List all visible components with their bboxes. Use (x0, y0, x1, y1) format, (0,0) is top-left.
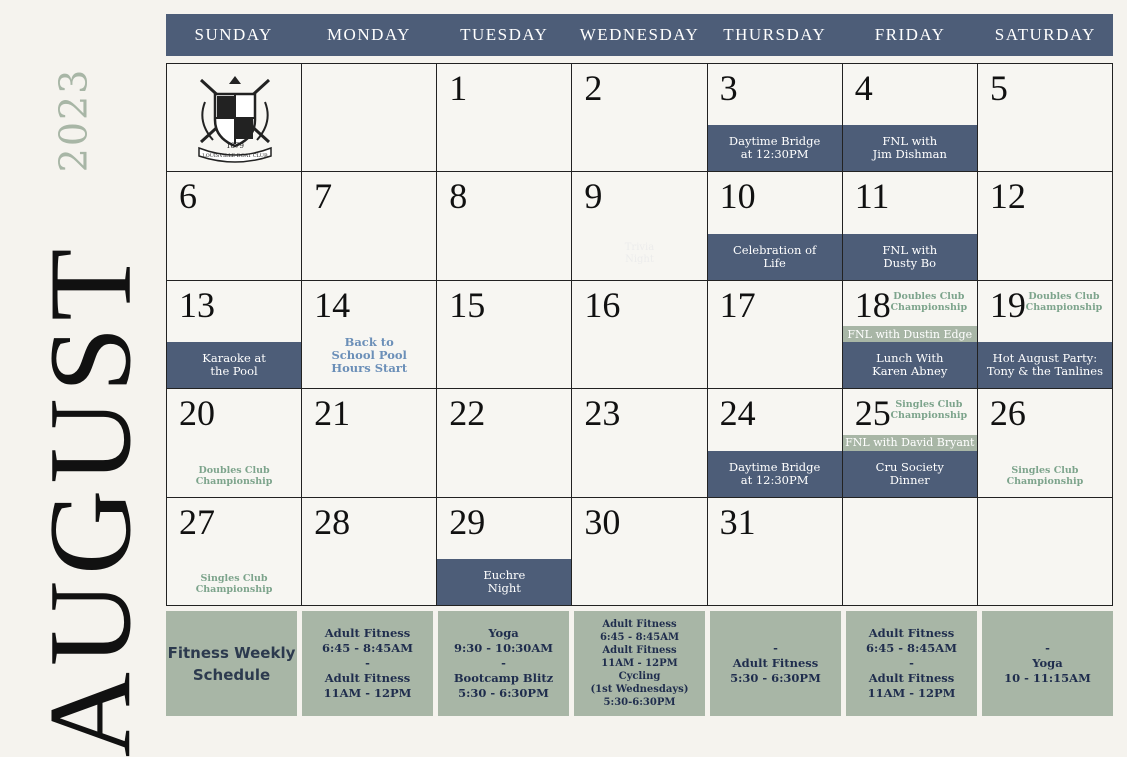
weekday-saturday: SATURDAY (994, 25, 1096, 44)
event-block: FNL with Jim Dishman (843, 125, 977, 171)
day-number: 6 (179, 176, 197, 217)
championship-tag: Doubles Club Championship (1025, 290, 1103, 313)
day-number: 30 (584, 501, 621, 542)
calendar-day-cell (302, 498, 437, 606)
calendar-day-cell (437, 64, 572, 172)
day-number: 1 (449, 68, 468, 108)
calendar-day-cell (978, 389, 1113, 497)
calendar-day-cell (302, 172, 437, 280)
day-number: 26 (989, 393, 1026, 434)
calendar-day-cell (437, 281, 572, 389)
calendar-day-cell (167, 281, 302, 389)
calendar-day-cell (978, 64, 1113, 172)
championship-tag: Singles Club Championship (890, 399, 968, 422)
faded-event: Trivia Night (624, 242, 655, 266)
day-number: 16 (584, 284, 621, 325)
day-number: 21 (314, 393, 351, 434)
day-number: 19 (989, 284, 1026, 325)
day-number: 3 (719, 68, 738, 108)
weekday-friday: FRIDAY (874, 25, 946, 44)
day-number: 22 (449, 393, 486, 434)
event-block: Daytime Bridge at 12:30PM (708, 125, 842, 171)
calendar-day-cell (167, 498, 302, 606)
logo-name: LOUISVILLE BOAT CLUB (202, 153, 268, 159)
fitness-day: Adult Fitness 6:45 - 8:45AM - Adult Fitness 11AM - 12PM (302, 611, 433, 716)
event-block: Daytime Bridge at 12:30PM (708, 451, 842, 497)
event-block: Karaoke at the Pool (167, 342, 301, 388)
day-number: 9 (584, 176, 603, 217)
championship-tag: Singles Club Championship (1006, 464, 1084, 487)
day-number: 2 (584, 68, 603, 108)
weekday-wednesday: WEDNESDAY (579, 25, 700, 44)
calendar-day-cell (572, 64, 707, 172)
weekday-header (166, 14, 1113, 56)
event-block: Celebration of Life (708, 234, 842, 280)
day-number: 29 (449, 501, 486, 542)
calendar-day-cell (437, 172, 572, 280)
weekday-tuesday: TUESDAY (460, 25, 549, 44)
event-block: FNL with Dusty Bo (843, 234, 977, 280)
calendar-day-cell (572, 498, 707, 606)
fitness-day: Adult Fitness 6:45 - 8:45AM Adult Fitness 11AM - 12PM Cycling (1st Wednesdays) 5:30-6:30PM (574, 611, 705, 716)
calendar-day-cell (167, 389, 302, 497)
championship-tag: Singles Club Championship (195, 573, 273, 595)
day-number: 5 (989, 68, 1008, 108)
day-number: 28 (314, 501, 351, 542)
calendar-day-cell (843, 281, 978, 389)
fitness-title: Fitness Weekly Schedule (166, 611, 297, 716)
calendar-day-cell (437, 389, 572, 497)
weekday-thursday: THURSDAY (723, 25, 827, 44)
logo-year: 1879 (226, 142, 244, 150)
day-number: 14 (314, 284, 351, 325)
calendar-day-cell (843, 64, 978, 172)
day-number: 27 (179, 501, 215, 542)
fnl-band: FNL with David Bryant (843, 435, 977, 451)
day-number: 10 (719, 176, 756, 217)
day-number: 13 (179, 284, 215, 325)
championship-tag: Doubles Club Championship (195, 464, 273, 487)
calendar-day-cell (572, 172, 707, 280)
fitness-day: - Yoga 10 - 11:15AM (982, 611, 1113, 716)
fitness-schedule (166, 611, 1113, 716)
calendar-day-cell (843, 389, 978, 497)
calendar-day-cell (708, 64, 843, 172)
calendar-day-cell (302, 389, 437, 497)
year-label: 2023 (51, 67, 95, 173)
day-number: 15 (449, 284, 486, 325)
calendar-day-cell (437, 498, 572, 606)
month-label: AUGUST (24, 242, 156, 757)
calendar-day-cell (708, 498, 843, 606)
day-number: 12 (989, 176, 1026, 217)
day-number: 8 (449, 176, 468, 217)
calendar-day-cell (843, 498, 978, 606)
event-block: Euchre Night (437, 559, 571, 605)
calendar-day-cell (167, 172, 302, 280)
event-note: Back to School Pool Hours Start (331, 334, 408, 375)
day-number: 11 (854, 176, 890, 217)
calendar-day-cell (572, 389, 707, 497)
weekday-monday: MONDAY (326, 25, 411, 44)
calendar-grid (166, 63, 1113, 606)
day-number: 25 (854, 393, 891, 434)
day-number: 4 (854, 68, 873, 108)
event-block: Lunch With Karen Abney (843, 342, 977, 388)
calendar-day-cell (843, 172, 978, 280)
calendar-day-cell (978, 172, 1113, 280)
day-number: 31 (719, 501, 756, 542)
day-number: 20 (179, 393, 215, 434)
day-number: 23 (584, 393, 621, 434)
calendar-day-cell (708, 389, 843, 497)
calendar-day-cell (978, 281, 1113, 389)
fitness-day: - Adult Fitness 5:30 - 6:30PM (710, 611, 841, 716)
club-crest-logo (191, 72, 279, 164)
weekday-sunday: SUNDAY (194, 25, 273, 44)
championship-tag: Doubles Club Championship (890, 290, 968, 313)
event-block: Cru Society Dinner (843, 451, 977, 497)
calendar-day-cell (572, 281, 707, 389)
calendar-day-cell (708, 281, 843, 389)
calendar-day-cell (708, 172, 843, 280)
fitness-day: Adult Fitness 6:45 - 8:45AM - Adult Fitness 11AM - 12PM (846, 611, 977, 716)
calendar-day-cell (302, 64, 437, 172)
day-number: 17 (719, 284, 756, 325)
event-block: Hot August Party: Tony & the Tanlines (978, 342, 1112, 388)
day-number: 18 (854, 284, 891, 325)
calendar-day-cell (302, 281, 437, 389)
day-number: 24 (719, 393, 756, 434)
fitness-day: Yoga 9:30 - 10:30AM - Bootcamp Blitz 5:30 - 6:30PM (438, 611, 569, 716)
calendar-day-cell (978, 498, 1113, 606)
fnl-band: FNL with Dustin Edge (843, 326, 977, 342)
calendar-day-cell (167, 64, 302, 172)
day-number: 7 (314, 176, 333, 217)
